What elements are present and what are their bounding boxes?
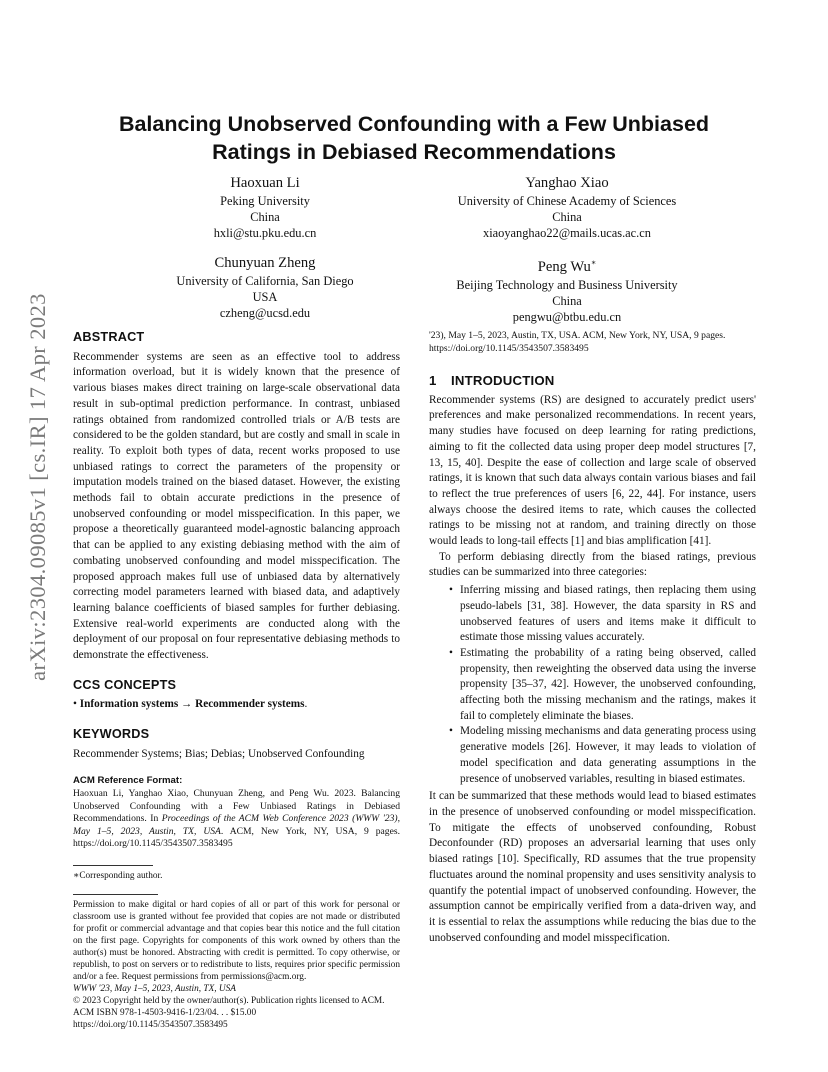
footnote-corresponding: ∗Corresponding author.	[73, 870, 163, 881]
bullet-icon: •	[449, 646, 453, 659]
author-country: USA	[252, 290, 278, 304]
author-block-4	[402, 253, 732, 325]
author-country: China	[552, 293, 582, 308]
author-email: pengwu@btbu.edu.cn	[512, 309, 622, 324]
paper-title: Balancing Unobserved Confounding with a Few Unbiased Ratings in Debiased Recommendations	[118, 112, 710, 164]
section-title: INTRODUCTION	[451, 373, 555, 388]
arxiv-stamp-text: arXiv:2304.09085v1 [cs.IR] 17 Apr 2023	[25, 293, 50, 681]
list-item: • Modeling missing mechanisms and data generating process using generative models [26]. However, it may leads to violation of model specification and data generating assumptions in the presence of unobserved variables, resulting in biased estimates.	[449, 725, 756, 785]
acm-reference-heading: ACM Reference Format:	[73, 774, 183, 786]
abstract-heading: ABSTRACT	[73, 330, 145, 344]
intro-paragraph-1: Recommender systems (RS) are designed to accurately predict users' preferences and make personalized recommendations. In recent years, many studies have focused on deep learning for rating predictions, aiming to fit the collected data using proper deep model structures [7, 13, 15, 40]. Despite the ease of collection and large scale of observed ratings, it is known that such data always contain various biases and fail to reflect the true preferences of users [6, 22, 44]. For instance, users always choose the desired items to rate, which causes the collected ratings to be missing not at random, and training directly on those would leads to long-tail effects [1] and bias amplification [41].	[429, 393, 756, 548]
acm-reference-text: Haoxuan Li, Yanghao Xiao, Chunyuan Zheng, and Peng Wu. 2023. Balancing Unobserved Confounding with a Few Unbiased Ratings in Debiased Recommendations. In Proceedings of the ACM Web Conference 2023 (WWW '23), May 1–5, 2023, Austin, TX, USA. ACM, New York, NY, USA, 9 pages. https://doi.org/10.1145/3543507.3583495	[73, 788, 400, 850]
copyright-line: © 2023 Copyright held by the owner/author(s). Publication rights licensed to ACM.	[73, 995, 385, 1006]
author-block-2	[402, 173, 732, 241]
keywords-heading: KEYWORDS	[73, 727, 150, 742]
author-country: China	[552, 210, 582, 224]
intro-heading	[429, 373, 756, 389]
author-country: China	[250, 210, 280, 224]
author-name: Haoxuan Li	[230, 175, 300, 191]
section-number: 1	[429, 373, 437, 388]
intro-paragraph-3: It can be summarized that these methods would lead to biased estimates in the presence of unobserved confounding or model misspecification. To mitigate the effects of unobserved confounding, Robust Deconfounder (RD) proposes an adversarial learning that uses only biased ratings [10]. Specifically, RD assumes that the true propensity fluctuates around the nominal propensity and uses sensitivity analysis to quantify the potential impact of unobserved confounding. However, the assumption cannot be empirically verified from a data-driven way, and it is essential to relax the assumptions while reducing the bias due to the unobserved confounding and model misspecification.	[429, 790, 756, 944]
author-affiliation: Peking University	[220, 194, 310, 208]
corresponding-mark: ∗	[590, 258, 597, 267]
author-email: czheng@ucsd.edu	[219, 306, 311, 320]
arxiv-stamp	[18, 292, 58, 682]
left-column	[73, 330, 400, 1031]
permission-rule	[73, 894, 158, 895]
author-block-3	[100, 253, 430, 321]
acm-reference-venue: Proceedings of the ACM Web Conference 2023 (WWW '23), May 1–5, 2023, Austin, TX, USA	[73, 813, 400, 837]
bullet-icon: •	[449, 584, 453, 597]
author-affiliation: University of California, San Diego	[176, 274, 354, 288]
isbn-line: ACM ISBN 978-1-4503-9416-1/23/04. . . $15.00	[73, 1007, 257, 1018]
footnote-rule	[73, 865, 153, 866]
intro-paragraph-2: To perform debiasing directly from the biased ratings, previous studies can be summarized into three categories:	[429, 550, 756, 579]
author-name: Peng Wu	[537, 258, 591, 275]
ccs-concepts: • Information systems → Recommender systems.	[73, 698, 308, 711]
acm-reference-continued: '23), May 1–5, 2023, Austin, TX, USA. ACM, New York, NY, USA, 9 pages. https://doi.org/10.1145/3543507.3583495	[429, 330, 726, 354]
author-affiliation: University of Chinese Academy of Sciences	[457, 194, 677, 208]
permission-notice: Permission to make digital or hard copies of all or part of this work for personal or classroom use is granted without fee provided that copies are not made or distributed for profit or commercial advantage and that copies bear this notice and the full citation on the first page. Copyrights for components of this work owned by others than the author(s) must be honored. Abstracting with credit is permitted. To copy otherwise, or republish, to post on servers or to redistribute to lists, requires prior specific permission and/or a fee. Request permissions from permissions@acm.org.	[73, 899, 400, 982]
bullet-icon: •	[449, 725, 453, 738]
abstract-text: Recommender systems are seen as an effective tool to address information overload, but it is widely known that the presence of various biases makes direct training on large-scale observational data result in sub-optimal prediction performance. In contrast, unbiased ratings obtained from randomized controlled trials or A/B tests are considered to be the golden standard, but are costly and small in scale in reality. To exploit both types of data, recent works proposed to use unbiased ratings to correct the parameters of the propensity or imputation models trained on the biased dataset. However, the existing methods fail to obtain accurate predictions in the presence of unobserved confounding or model misspecification. In this paper, we propose a theoretically guaranteed model-agnostic balancing approach that can be applied to any existing debiasing method with the aim of combating unobserved confounding and model misspecification. The proposed approach makes full use of unbiased data by alternatively correcting model parameters learned with biased data, and adaptively learning balance coefficients of biased samples for further debiasing. Extensive real-world experiments are conducted along with the deployment of our proposal on four representative debiasing methods to demonstrate the effectiveness.	[73, 350, 400, 662]
doi-link[interactable]: https://doi.org/10.1145/3543507.3583495	[73, 1019, 228, 1030]
ccs-heading: CCS CONCEPTS	[73, 677, 177, 692]
conference-line: WWW '23, May 1–5, 2023, Austin, TX, USA	[73, 983, 236, 994]
author-name: Yanghao Xiao	[525, 175, 609, 191]
keywords-text: Recommender Systems; Bias; Debias; Unobserved Confounding	[73, 747, 365, 760]
author-email: xiaoyanghao22@mails.ucas.ac.cn	[483, 226, 651, 240]
debias-categories-list	[429, 583, 756, 787]
list-item: • Estimating the probability of a rating being observed, called propensity, then reweighting the observed data using the inverse propensity [35–37, 42]. However, the unobserved confounding, affecting both the missing mechanism and the ratings, makes it fail to completely eliminate the biases.	[449, 646, 756, 722]
list-item: • Inferring missing and biased ratings, then replacing them using pseudo-labels [31, 38]. However, the data sparsity in RS and unobserved features of users and items make it difficult to estimate those missing values accurately.	[449, 584, 756, 644]
ccs-concept-text: Information systems → Recommender systems	[79, 698, 305, 711]
author-name: Chunyuan Zheng	[214, 255, 316, 271]
right-column	[429, 330, 756, 946]
author-block-1	[100, 173, 430, 241]
author-email: hxli@stu.pku.edu.cn	[213, 226, 317, 240]
author-affiliation: Beijing Technology and Business University	[456, 277, 678, 292]
